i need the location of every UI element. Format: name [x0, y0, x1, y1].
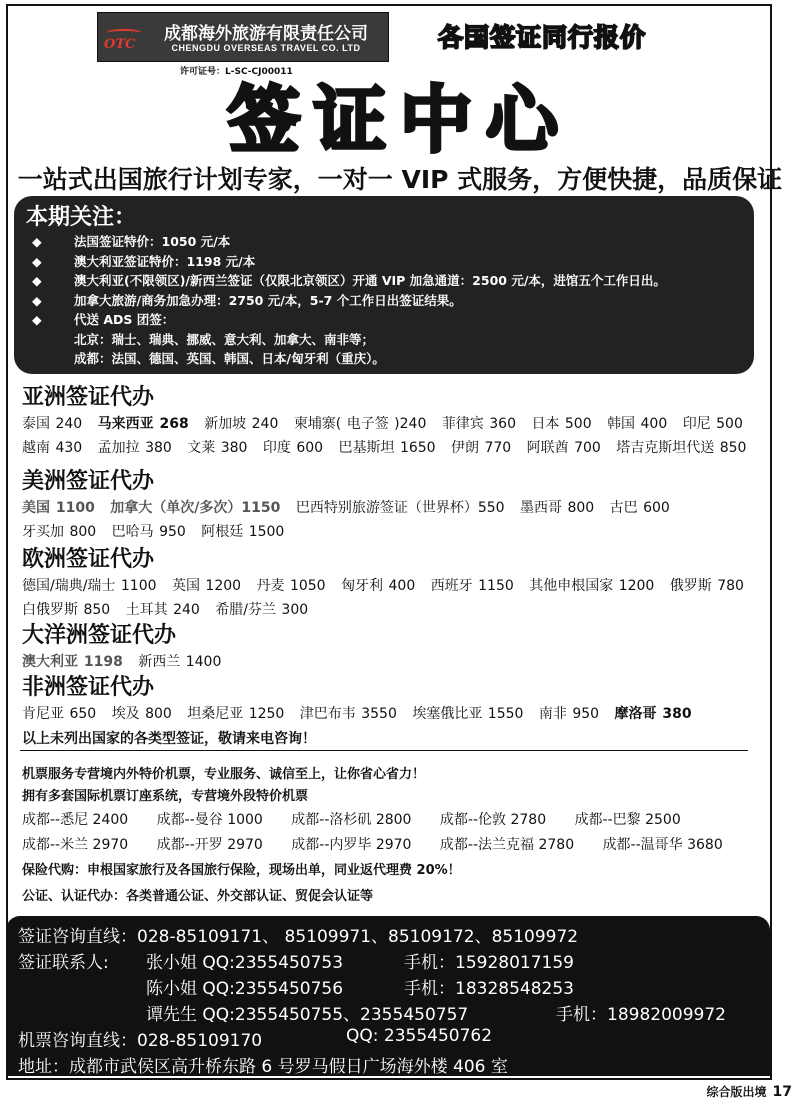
flight-route-price: 成都--曼谷 1000 [156, 812, 263, 828]
visa-hotline: 签证咨询直线：028-85109171、 85109971、85109172、85109972 [18, 927, 579, 947]
price-list [22, 702, 757, 726]
visa-price-item: 肯尼亚 650 [22, 706, 97, 722]
region-africa [22, 674, 762, 726]
focus-item [24, 271, 752, 291]
visa-price-item: 巴基斯坦 1650 [338, 440, 436, 456]
visa-price-item: 西班牙 1150 [430, 578, 514, 594]
company-logo [97, 12, 389, 62]
visa-price-item: 新西兰 1400 [138, 654, 222, 670]
visa-price-item: 牙买加 800 [22, 524, 97, 540]
focus-item-text: 澳大利亚(不限领区)/新西兰签证（仅限北京领区）开通 VIP 加急通道：2500 元/本，进馆五个工作日出。 [74, 273, 666, 288]
focus-subitem-chengdu: 成都：法国、德国、英国、韩国、日本/匈牙利（重庆）。 [74, 351, 385, 366]
visa-price-item: 伊朗 770 [451, 440, 512, 456]
region-title: 大洋洲签证代办 [22, 623, 177, 648]
visa-price-item: 菲律宾 360 [441, 416, 516, 432]
contact-person-mobile: 手机：15928017159 [404, 953, 574, 973]
page-title: 签证中心 [227, 78, 572, 162]
focus-item-text: 加拿大旅游/商务加急办理：2750 元/本，5-7 个工作日出签证结果。 [74, 292, 462, 308]
visa-price-item: 印尼 500 [682, 416, 743, 432]
visa-price-item: 澳大利亚 1198 [22, 654, 123, 670]
contact-person-qq: 陈小姐 QQ:2355450756 [146, 979, 344, 999]
visa-price-item: 土耳其 240 [125, 602, 200, 618]
address: 地址：成都市武侯区高升桥东路 6 号罗马假日广场海外楼 406 室 [18, 1057, 508, 1077]
contact-person-qq: 谭先生 QQ:2355450755、2355450757 [146, 1005, 469, 1025]
flight-route-price: 成都--温哥华 3680 [602, 837, 723, 853]
visa-price-item: 希腊/芬兰 300 [215, 602, 309, 618]
focus-item [24, 291, 752, 311]
notary-label: 公证、认证代办： [22, 889, 127, 904]
flight-route-price: 成都--米兰 2970 [22, 837, 129, 853]
region-title: 美洲签证代办 [22, 469, 155, 494]
region-title: 欧洲签证代办 [22, 547, 155, 572]
price-list [22, 412, 757, 460]
region-title: 亚洲签证代办 [22, 385, 155, 410]
visa-price-item: 德国/瑞典/瑞士 1100 [22, 578, 157, 594]
visa-price-item: 泰国 240 [22, 416, 83, 432]
visa-price-item: 白俄罗斯 850 [22, 602, 111, 618]
visa-price-item: 马来西亚 268 [97, 416, 189, 432]
visa-price-item: 阿联酋 700 [526, 440, 601, 456]
visa-price-item: 新加坡 240 [204, 416, 279, 432]
diamond-bullet-icon: ◆ [32, 292, 42, 308]
flight-route-price: 成都--内罗毕 2970 [291, 837, 412, 853]
visa-price-item: 阿根廷 1500 [201, 524, 285, 540]
visa-price-item: 印度 600 [262, 440, 324, 456]
air-ticket-section [22, 764, 762, 910]
focus-item-text: 法国签证特价：1050 元/本 [74, 234, 231, 249]
visa-price-item: 其他申根国家 1200 [529, 578, 655, 594]
visa-price-item: 坦桑尼亚 1250 [187, 706, 285, 722]
company-name-cn: 成都海外旅游有限责任公司 [164, 24, 368, 44]
region-oceania [22, 622, 762, 674]
price-list [22, 650, 757, 674]
visa-price-item: 摩洛哥 380 [614, 706, 692, 722]
focus-list [24, 232, 752, 369]
focus-panel [14, 196, 754, 374]
visa-price-item: 加拿大（单次/多次）1150 [110, 500, 281, 516]
ticket-qq: QQ: 2355450762 [346, 1026, 493, 1046]
region-asia [22, 384, 762, 460]
focus-item [24, 252, 752, 272]
company-name-en: CHENGDU OVERSEAS TRAVEL CO. LTD [171, 43, 361, 53]
visa-price-item: 匈牙利 400 [341, 578, 416, 594]
insurance-label: 保险代购： [22, 863, 88, 878]
diamond-bullet-icon: ◆ [32, 234, 42, 249]
flight-route-price: 成都--洛杉矶 2800 [291, 812, 412, 828]
visa-price-item: 巴西特别旅游签证（世界杯）550 [295, 500, 505, 516]
diamond-bullet-icon: ◆ [32, 273, 42, 288]
slogan: 一站式出国旅行计划专家，一对一 VIP 式服务，方便快捷，品质保证 [17, 165, 783, 194]
visa-price-item: 津巴布韦 3550 [299, 706, 397, 722]
focus-item-text: 澳大利亚签证特价：1198 元/本 [74, 253, 256, 269]
otc-logo-mark: OTC [104, 35, 146, 55]
license-number: 许可证号：L-SC-CJ00011 [180, 67, 293, 77]
focus-subitem-beijing: 北京：瑞士、瑞典、挪威、意大利、加拿大、南非等； [74, 331, 375, 347]
divider [20, 750, 748, 751]
visa-price-item: 埃及 800 [111, 706, 172, 722]
visa-price-item: 柬埔寨( 电子签 )240 [293, 416, 427, 432]
visa-price-item: 南非 950 [538, 706, 600, 722]
contact-person-mobile: 手机：18328548253 [404, 979, 574, 999]
visa-price-item: 日本 500 [531, 416, 592, 432]
visa-price-item: 文莱 380 [187, 440, 248, 456]
contact-person-mobile: 手机：18982009972 [556, 1005, 726, 1025]
visa-price-item: 俄罗斯 780 [669, 578, 744, 594]
flight-route-price: 成都--开罗 2970 [156, 837, 263, 853]
visa-price-item: 孟加拉 380 [97, 440, 172, 456]
notary-text: 各类普通公证、外交部认证、贸促会认证等 [126, 889, 374, 904]
price-list [22, 574, 757, 622]
diamond-bullet-icon: ◆ [32, 312, 42, 327]
insurance-line [22, 858, 762, 884]
flight-route-price: 成都--巴黎 2500 [574, 812, 681, 828]
visa-price-item: 巴哈马 950 [111, 524, 186, 540]
footer-section: 综合版出境 [706, 1085, 767, 1099]
ticket-hotline: 机票咨询直线：028-85109170 [18, 1031, 263, 1051]
visa-price-item: 越南 430 [22, 440, 83, 456]
visa-price-item: 塔吉克斯坦代送 850 [616, 440, 747, 456]
diamond-bullet-icon: ◆ [32, 253, 42, 269]
route-list [22, 808, 762, 858]
page-footer [707, 1083, 793, 1100]
visa-price-item: 墨西哥 800 [520, 500, 595, 516]
flight-route-price: 成都--悉尼 2400 [22, 812, 129, 828]
focus-item-text: 代送 ADS 团签： [74, 312, 175, 327]
visa-price-item: 丹麦 1050 [256, 578, 326, 594]
flight-route-price: 成都--伦敦 2780 [439, 812, 547, 828]
visa-price-item: 英国 1200 [171, 578, 242, 594]
air-line-1: 机票服务专营境内外特价机票，专业服务、诚信至上，让你省心省力！ [22, 767, 426, 782]
region-americas [22, 468, 762, 544]
insurance-text: 申根国家旅行及各国旅行保险，现场出单，同业返代理费 20%！ [87, 863, 461, 878]
visa-price-item: 古巴 600 [609, 500, 670, 516]
region-title: 非洲签证代办 [22, 675, 155, 700]
price-list [22, 496, 757, 544]
visa-price-item: 美国 1100 [22, 500, 95, 516]
focus-title: 本期关注： [26, 205, 137, 230]
inquiry-note: 以上未列出国家的各类型签证，敬请来电咨询！ [22, 731, 316, 747]
visa-price-item: 埃塞俄比亚 1550 [412, 706, 524, 722]
contact-person-qq: 张小姐 QQ:2355450753 [146, 953, 344, 973]
page-number: 17 [772, 1084, 792, 1100]
region-europe [22, 546, 762, 622]
air-line-2: 拥有多套国际机票订座系统，专营境外段特价机票 [22, 789, 309, 804]
notary-line [22, 884, 762, 910]
flight-route-price: 成都--法兰克福 2780 [439, 837, 575, 853]
contact-panel [6, 916, 770, 1076]
visa-price-item: 韩国 400 [607, 416, 668, 432]
focus-item [24, 310, 752, 369]
contact-label: 签证联系人: [18, 953, 109, 973]
focus-item [24, 232, 752, 252]
quote-title: 各国签证同行报价 [438, 23, 647, 52]
